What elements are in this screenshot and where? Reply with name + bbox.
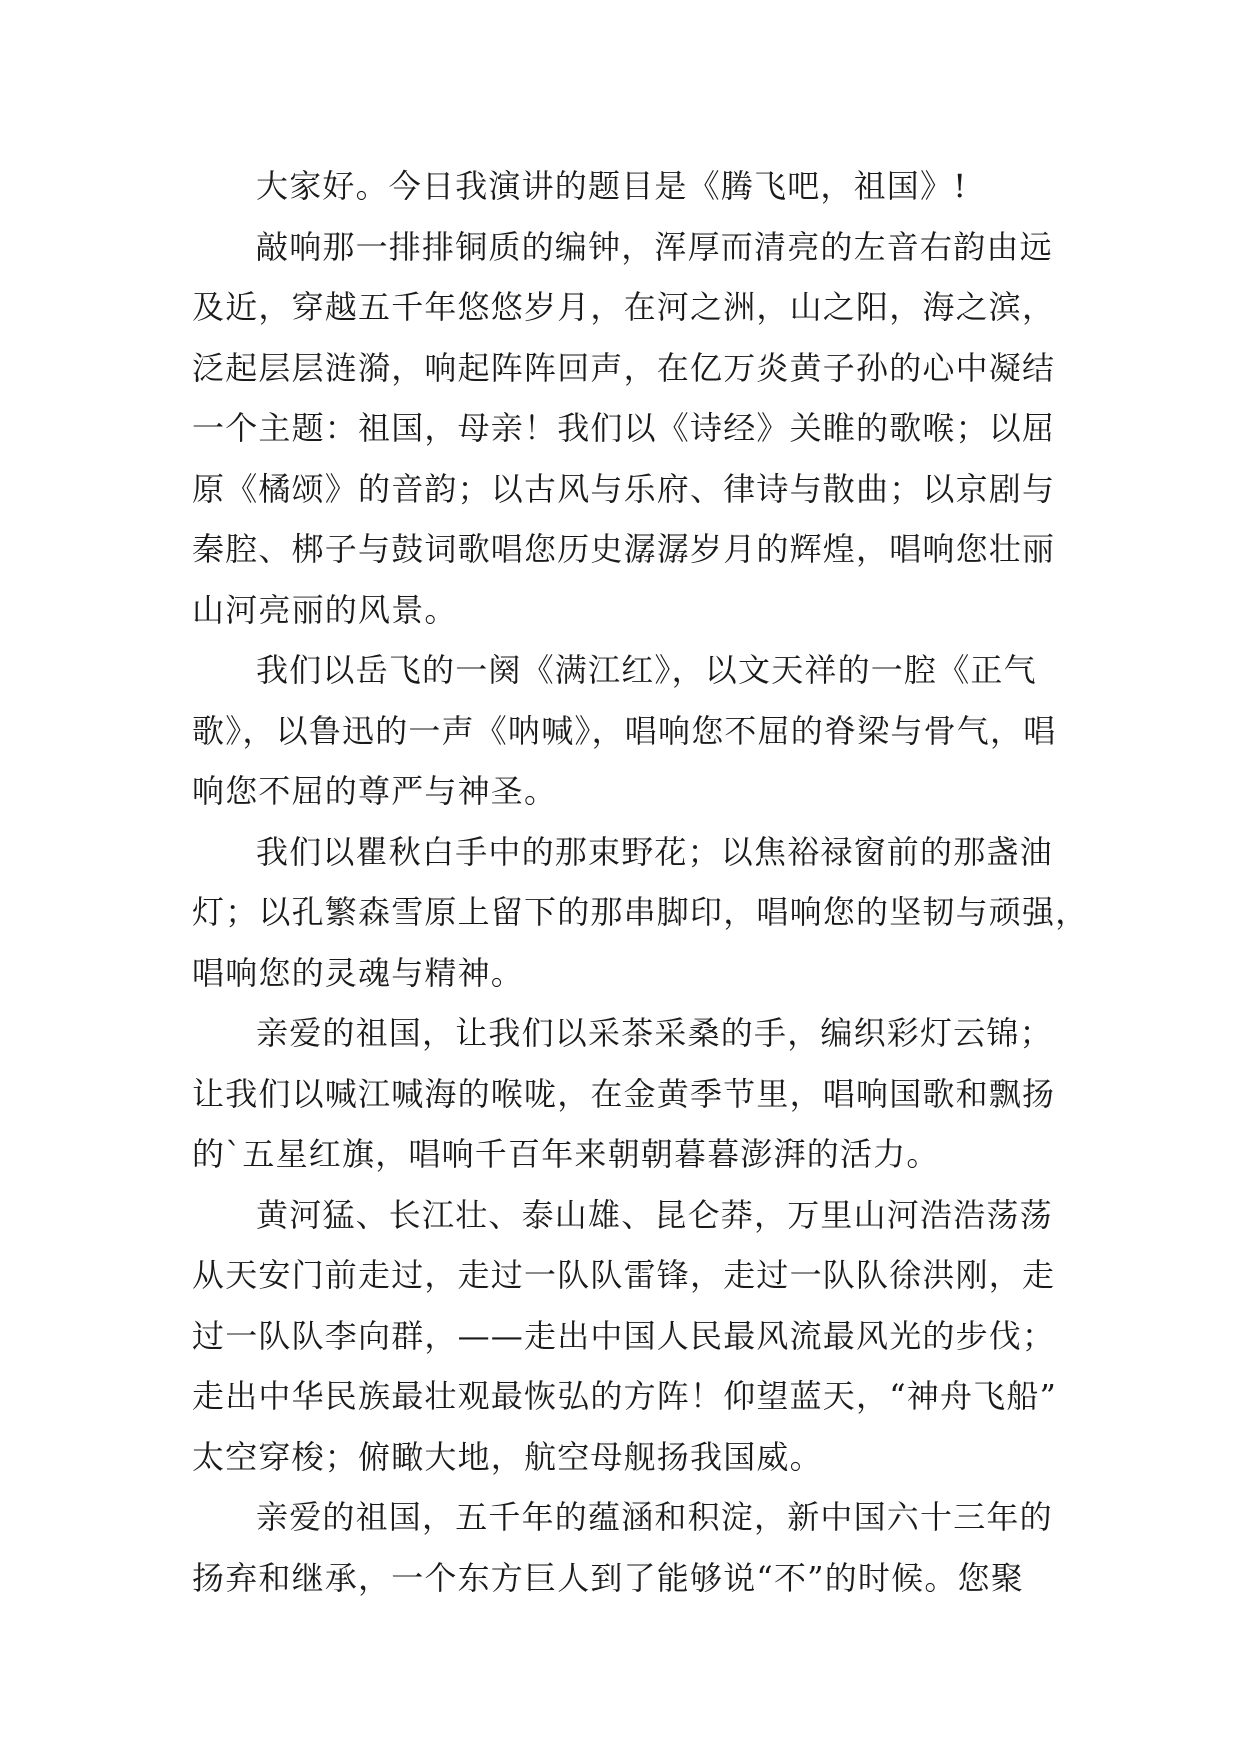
text-line: 唱响您的灵魂与精神。 (192, 953, 525, 992)
text-line: 灯；以孔繁森雪原上留下的那串脚印，唱响您的坚韧与顽强， (192, 893, 1089, 931)
paragraph-motherland-2 (192, 1487, 1072, 1608)
paragraph-bells (192, 217, 1072, 641)
text-line: 亲爱的祖国，让我们以采茶采桑的手，编织彩灯云锦； (256, 1014, 1053, 1052)
text-line: 泛起层层涟漪，响起阵阵回声，在亿万炎黄子孙的心中凝结 (192, 348, 1056, 387)
text-line: 敲响那一排排铜质的编钟，浑厚而清亮的左音右韵由远 (256, 227, 1053, 266)
text-line: 秦腔、梆子与鼓词歌唱您历史潺潺岁月的辉煌，唱响您壮丽 (192, 530, 1056, 568)
text-line: 让我们以喊江喊海的喉咙，在金黄季节里，唱响国歌和飘扬 (192, 1074, 1056, 1113)
text-line: 一个主题：祖国，母亲！我们以《诗经》关睢的歌喉；以屈 (192, 409, 1056, 447)
text-line: 过一队队李向群，——走出中国人民最风流最风光的步伐； (192, 1316, 1056, 1355)
text-line: 原《橘颂》的音韵；以古风与乐府、律诗与散曲；以京剧与 (192, 469, 1056, 508)
paragraph-quqiubai (192, 822, 1089, 1004)
text-line: 我们以瞿秋白手中的那束野花；以焦裕禄窗前的那盏油 (256, 832, 1053, 871)
text-line: 响您不屈的尊严与神圣。 (192, 772, 558, 810)
text-line: 山河亮丽的风景。 (192, 590, 458, 629)
text-line: 走出中华民族最壮观最恢弘的方阵！仰望蓝天，“神舟飞船” (192, 1377, 1058, 1415)
paragraph-rivers (192, 1185, 1072, 1488)
paragraph-greeting (192, 156, 1072, 217)
speech-text (192, 156, 1089, 1608)
text-line: 的`五星红旗，唱响千百年来朝朝暮暮澎湃的活力。 (192, 1135, 940, 1173)
text-line: 及近，穿越五千年悠悠岁月，在河之洲，山之阳，海之滨， (192, 288, 1056, 326)
text-line: 太空穿梭；俯瞰大地，航空母舰扬我国威。 (192, 1437, 823, 1476)
paragraph-motherland-1 (192, 1003, 1072, 1185)
text-line: 歌》，以鲁迅的一声《呐喊》，唱响您不屈的脊梁与骨气，唱 (192, 711, 1057, 750)
text-line: 大家好。今日我演讲的题目是《腾飞吧，祖国》! (256, 167, 968, 205)
text-line: 我们以岳飞的一阕《满江红》，以文天祥的一腔《正气 (256, 651, 1037, 689)
text-line: 亲爱的祖国，五千年的蕴涵和积淀，新中国六十三年的 (256, 1498, 1053, 1536)
paragraph-yuefei (192, 640, 1072, 822)
text-line: 扬弃和继承，一个东方巨人到了能够说“不”的时候。您聚 (192, 1558, 1024, 1597)
text-line: 黄河猛、长江壮、泰山雄、昆仑莽，万里山河浩浩荡荡 (256, 1195, 1053, 1234)
text-line: 从天安门前走过，走过一队队雷锋，走过一队队徐洪刚，走 (192, 1256, 1056, 1294)
